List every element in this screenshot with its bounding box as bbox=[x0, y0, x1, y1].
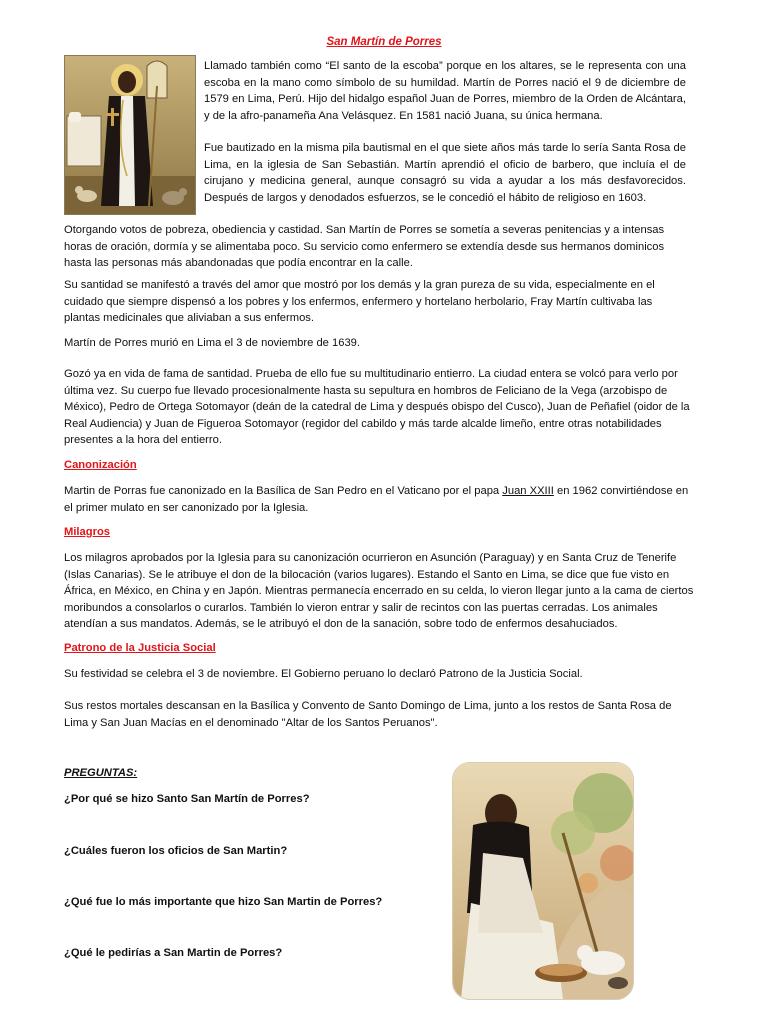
paragraph-restos: Sus restos mortales descansan en la Basílica y Convento de Santo Domingo de Lima, junto a los restos de Santa Rosa de Lima y San Juan Macías en el denominado "Altar de los Santos Peruanos". bbox=[64, 700, 672, 729]
intro-paragraph-2: Fue bautizado en la misma pila bautismal en el que siete años más tarde lo sería Santa Rosa de Lima, en la iglesia de San Sebastián. Martín aprendió el oficio de barbero, que incluía el de cirujano y medicina general, aunque consagró su vida a ayudar a los más desfavorecidos. Después de largos y denodados esfuerzos, se le concedió el hábito de religioso en 1603. bbox=[204, 142, 686, 204]
preguntas-heading: PREGUNTAS: bbox=[64, 767, 138, 779]
document-title: San Martín de Porres bbox=[326, 36, 442, 48]
heading-patrono: Patrono de la Justicia Social bbox=[64, 642, 216, 654]
question-1: ¿Por qué se hizo Santo San Martín de Porres? bbox=[64, 793, 310, 805]
canon-text-after: en 1962 convirtiéndose en el primer mulato en ser canonizado por la Iglesia. bbox=[64, 485, 689, 514]
question-3: ¿Qué fue lo más importante que hizo San Martin de Porres? bbox=[64, 896, 383, 908]
paragraph-death: Martín de Porres murió en Lima el 3 de noviembre de 1639. bbox=[64, 337, 361, 349]
paragraph-holiness: Su santidad se manifestó a través del amor que mostró por los demás y la gran pureza de su vida, especialmente en el cuidado que siempre dispensó a los pobres y los enfermos, enfermero y hortelano herbolario, Fray Martín cultivaba las plantas medicinales que aliviaban a sus enfermos. bbox=[64, 279, 655, 325]
question-2: ¿Cuáles fueron los oficios de San Martin? bbox=[64, 845, 288, 857]
juan-xxiii-link[interactable]: Juan XXIII bbox=[502, 485, 554, 497]
paragraph-patrono: Su festividad se celebra el 3 de noviembre. El Gobierno peruano lo declaró Patrono de la Justicia Social. bbox=[64, 668, 583, 680]
heading-milagros: Milagros bbox=[64, 526, 111, 538]
question-4: ¿Qué le pedirías a San Martin de Porres? bbox=[64, 947, 283, 959]
paragraph-burial: Gozó ya en vida de fama de santidad. Prueba de ello fue su multitudinario entierro. La ciudad entera se volcó para verlo por última vez. Su cuerpo fue llevado procesionalmente hasta su sepultura en hombros de Feliciano de la Vega (arzobispo de México), Pedro de Ortega Sotomayor (deán de la catedral de Lima y después obispo del Cusco), Juan de Peñafiel (oidor de la Real Audiencia) y Juan de Figueroa Sotomayor (regidor del cabildo y más tarde alcalde limeño, entre otras notabilidades presentes a la hora del entierro. bbox=[64, 368, 690, 447]
paragraph-canonizacion bbox=[64, 483, 690, 516]
saint-portrait-image bbox=[64, 55, 196, 215]
intro-paragraph-1: Llamado también como “El santo de la escoba” porque en los altares, se le representa con una escoba en la mano como símbolo de su humildad. Martín de Porres nació el 9 de diciembre de 1579 en Lima, Perú. Hijo del hidalgo español Juan de Porres, miembro de la Orden de Alcántara, y de la afro-panameña Ana Velásquez. En 1581 nació Juana, su única hermana. bbox=[204, 60, 686, 122]
paragraph-milagros: Los milagros aprobados por la Iglesia para su canonización ocurrieron en Asunción (Paraguay) y en Santa Cruz de Tenerife (Islas Canarias). Se le atribuye el don de la bilocación (varios lugares). Estando el Santo en Lima, se dice que fue visto en África, en México, en China y en Japón. Mientras permanecía encerrado en su celda, lo vieron llegar junto a la cama de ciertos moribundos a consolarlos o curarlos. También lo vieron entrar y salir de recintos con las puertas cerradas. Los animales atendían a sus mandatos. Además, se le atribuyó el don de la sanación, sobre todo de enfermos desahuciados. bbox=[64, 552, 694, 631]
heading-canonizacion: Canonización bbox=[64, 459, 137, 471]
saint-feeding-animals-image bbox=[452, 762, 634, 1000]
paragraph-vows: Otorgando votos de pobreza, obediencia y castidad. San Martín de Porres se sometía a severas penitencias y a intensas horas de oración, dormía y se alimentaba poco. Su servicio como enfermero se extendía desde sus hermanos dominicos hasta las personas más abandonadas que podía encontrar en la calle. bbox=[64, 224, 665, 270]
canon-text-before: Martin de Porras fue canonizado en la Basílica de San Pedro en el Vaticano por el papa bbox=[64, 485, 503, 497]
